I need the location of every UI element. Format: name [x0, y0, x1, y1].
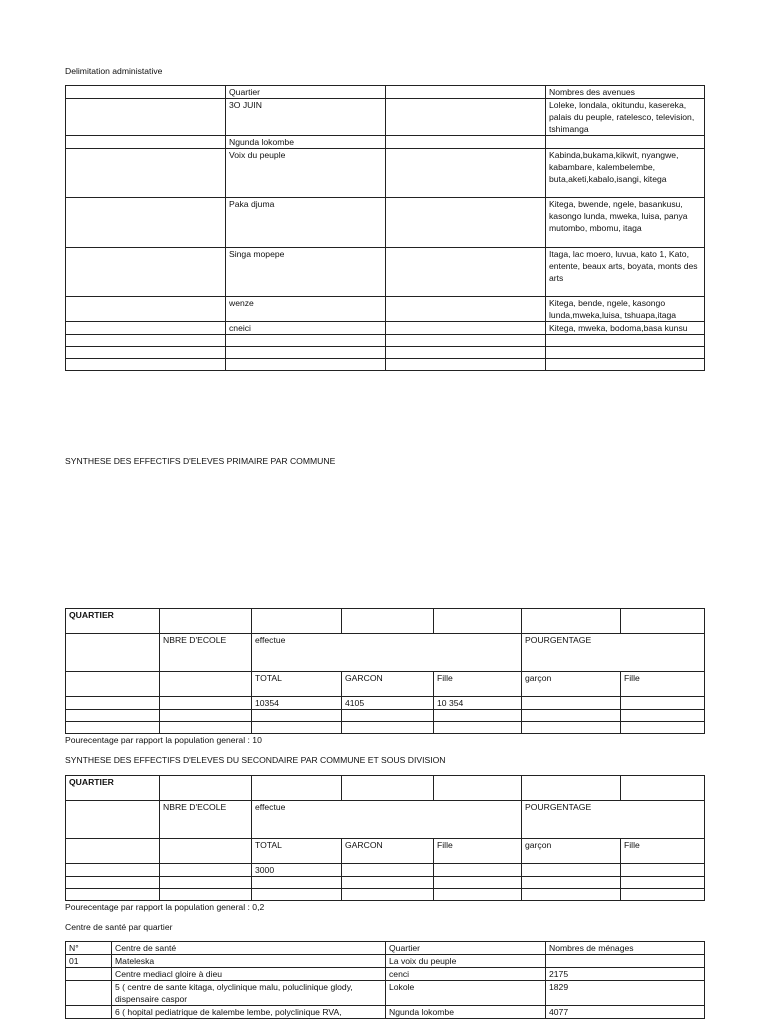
- quartier-cell: cenci: [386, 968, 546, 981]
- avenues-cell: Kitega, mweka, bodoma,basa kunsu: [546, 322, 705, 335]
- secondaire-table: [65, 775, 705, 901]
- quartier-cell: Lokole: [386, 981, 546, 1006]
- quartier-cell: Paka djuma: [226, 198, 386, 248]
- menages-cell: 1829: [546, 981, 705, 1006]
- effectue-header: effectue: [252, 801, 522, 839]
- garcon-pct-header: garçon: [522, 839, 621, 864]
- total-header: TOTAL: [252, 839, 342, 864]
- avenues-cell: Kitega, bwende, ngele, basankusu, kasongo lunda, mweka, luisa, panya mutombo, mbomu, itaga: [546, 198, 705, 248]
- quartier-header: QUARTIER: [66, 776, 160, 801]
- centre-sante-table: [65, 941, 705, 1019]
- centre-cell: Centre mediacl gloire à dieu: [112, 968, 386, 981]
- quartier-cell: cneici: [226, 322, 386, 335]
- centre-cell: 6 ( hopital pediatrique de kalembe lembe, polyclinique RVA,: [112, 1006, 386, 1019]
- quartier-cell: Ngunda lokombe: [226, 136, 386, 149]
- garcon-header: GARCON: [342, 672, 434, 697]
- quartier-cell: Ngunda lokombe: [386, 1006, 546, 1019]
- fille-pct-header: Fille: [621, 672, 705, 697]
- total-value: 3000: [252, 864, 342, 877]
- menages-cell: 2175: [546, 968, 705, 981]
- num-cell: [66, 981, 112, 1006]
- garcon-value: 4105: [342, 697, 434, 710]
- header-num: N°: [66, 942, 112, 955]
- avenues-cell: Kitega, bende, ngele, kasongo lunda,mweka,luisa, tshuapa,itaga: [546, 297, 705, 322]
- header-menages: Nombres de ménages: [546, 942, 705, 955]
- section3-heading: SYNTHESE DES EFFECTIFS D'ELEVES DU SECONDAIRE PAR COMMUNE ET SOUS DIVISION: [65, 755, 446, 765]
- quartier-cell: Voix du peuple: [226, 149, 386, 198]
- section3-note: Pourecentage par rapport la population general : 0,2: [65, 902, 265, 912]
- fille-header: Fille: [434, 672, 522, 697]
- quartier-cell: Singa mopepe: [226, 248, 386, 297]
- avenues-cell: [546, 136, 705, 149]
- avenues-cell: Kabinda,bukama,kikwit, nyangwe, kabambare, kalembelembe, buta,aketi,kabalo,isangi, kitega: [546, 149, 705, 198]
- nbre-ecole-header: NBRE D'ECOLE: [160, 634, 252, 672]
- section4-heading: Centre de santé par quartier: [65, 922, 173, 932]
- total-value: 10354: [252, 697, 342, 710]
- header-avenues: Nombres des avenues: [546, 86, 705, 99]
- fille-value: 10 354: [434, 697, 522, 710]
- header-centre: Centre de santé: [112, 942, 386, 955]
- num-cell: 01: [66, 955, 112, 968]
- garcon-header: GARCON: [342, 839, 434, 864]
- menages-cell: [546, 955, 705, 968]
- primaire-table: [65, 608, 705, 734]
- section1-heading: Delimitation administative: [65, 66, 163, 76]
- header-quartier: Quartier: [226, 86, 386, 99]
- centre-cell: 5 ( centre de sante kitaga, olyclinique malu, poluclinique glody, dispensaire caspor: [112, 981, 386, 1006]
- fille-pct-header: Fille: [621, 839, 705, 864]
- menages-cell: 4077: [546, 1006, 705, 1019]
- garcon-pct-header: garçon: [522, 672, 621, 697]
- effectue-header: effectue: [252, 634, 522, 672]
- section2-note: Pourecentage par rapport la population general : 10: [65, 735, 262, 745]
- num-cell: [66, 1006, 112, 1019]
- num-cell: [66, 968, 112, 981]
- nbre-ecole-header: NBRE D'ECOLE: [160, 801, 252, 839]
- pourcentage-header: POURGENTAGE: [522, 634, 705, 672]
- quartier-cell: wenze: [226, 297, 386, 322]
- avenues-cell: Loleke, londala, okitundu, kasereka, palais du peuple, ratelesco, television, tshimanga: [546, 99, 705, 136]
- quartier-cell: La voix du peuple: [386, 955, 546, 968]
- quartier-header: QUARTIER: [66, 609, 160, 634]
- total-header: TOTAL: [252, 672, 342, 697]
- quartier-cell: 3O JUIN: [226, 99, 386, 136]
- fille-header: Fille: [434, 839, 522, 864]
- centre-cell: Mateleska: [112, 955, 386, 968]
- avenues-cell: Itaga, lac moero, luvua, kato 1, Kato, entente, beaux arts, boyata, monts des arts: [546, 248, 705, 297]
- delimitation-table: [65, 85, 705, 371]
- pourcentage-header: POURGENTAGE: [522, 801, 705, 839]
- section2-heading: SYNTHESE DES EFFECTIFS D'ELEVES PRIMAIRE PAR COMMUNE: [65, 456, 336, 466]
- header-quartier: Quartier: [386, 942, 546, 955]
